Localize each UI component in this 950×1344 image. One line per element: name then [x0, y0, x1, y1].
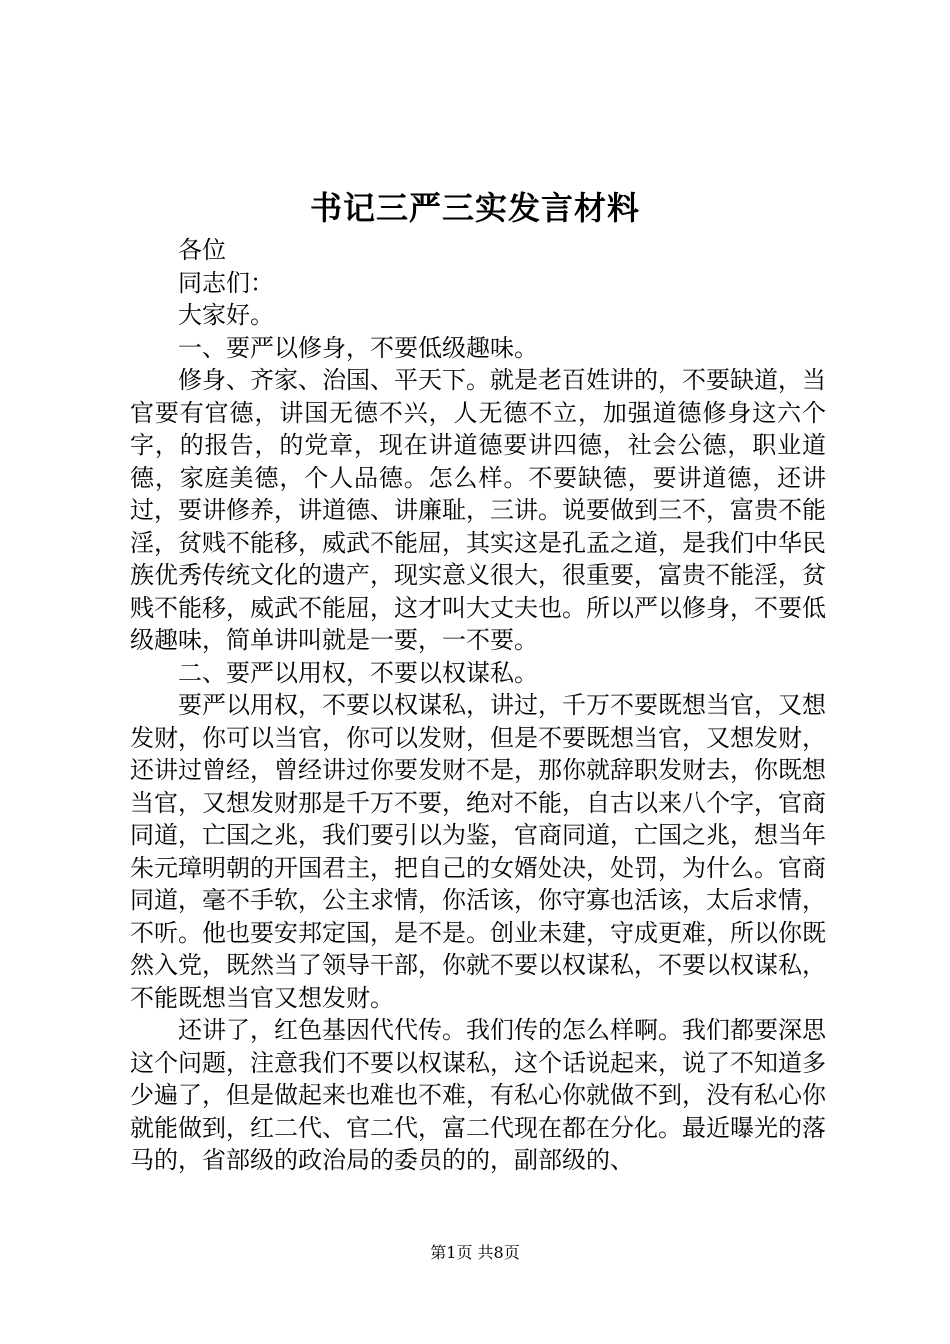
- greeting-line: 大家好。: [178, 301, 274, 329]
- document-title: 书记三严三实发言材料: [309, 189, 640, 227]
- section-heading-1: 一、要严以修身，不要低级趣味。: [178, 333, 538, 362]
- section-heading-2: 二、要严以用权，不要以权谋私。: [178, 658, 538, 687]
- paragraph: 修身、齐家、治国、平天下。就是老百姓讲的，不要缺道，当官要有官德，讲国无德不兴，人无德不立，加强道德修身这六个字，的报告，的党章，现在讲道德要讲四德，社会公德，职业道德，家庭美德，个人品德。怎么样。不要缺德，要讲道德，还讲过，要讲修养，讲道德、讲廉耻，三讲。说要做到三不，富贵不能淫，贫贱不能移，威武不能屈，其实这是孔孟之道，是我们中华民族优秀传统文化的遗产，现实意义很大，很重要，富贵不能淫，贫贱不能移，威武不能屈，这才叫大丈夫也。所以严以修身，不要低级趣味，简单讲叫就是一要，一不要。: [130, 366, 826, 654]
- document-body: [130, 234, 826, 1177]
- paragraph: 要严以用权，不要以权谋私，讲过，千万不要既想当官，又想发财，你可以当官，你可以发财，但是不要既想当官，又想发财，还讲过曾经，曾经讲过你要发财不是，那你就辞职发财去，你既想当官，又想发财那是千万不要，绝对不能，自古以来八个字，官商同道，亡国之兆，我们要引以为鉴，官商同道，亡国之兆，想当年朱元璋明朝的开国君主，把自己的女婿处决，处罚，为什么。官商同道，毫不手软，公主求情，你活该，你守寡也活该，太后求情，不听。他也要安邦定国，是不是。创业未建，守成更难，所以你既然入党，既然当了领导干部，你就不要以权谋私，不要以权谋私，不能既想当官又想发财。: [130, 691, 826, 1012]
- paragraph: 还讲了，红色基因代代传。我们传的怎么样啊。我们都要深思这个问题，注意我们不要以权谋私，这个话说起来，说了不知道多少遍了，但是做起来也难也不难，有私心你就做不到，没有私心你就能做到，红二代、官二代，富二代现在都在分化。最近曝光的落马的，省部级的政治局的委员的的，副部级的、: [130, 1016, 826, 1174]
- page-indicator: 第1页 共8页: [430, 1243, 520, 1262]
- salutation-line-2: 同志们：: [178, 268, 274, 297]
- salutation-line-1: 各位: [178, 236, 226, 264]
